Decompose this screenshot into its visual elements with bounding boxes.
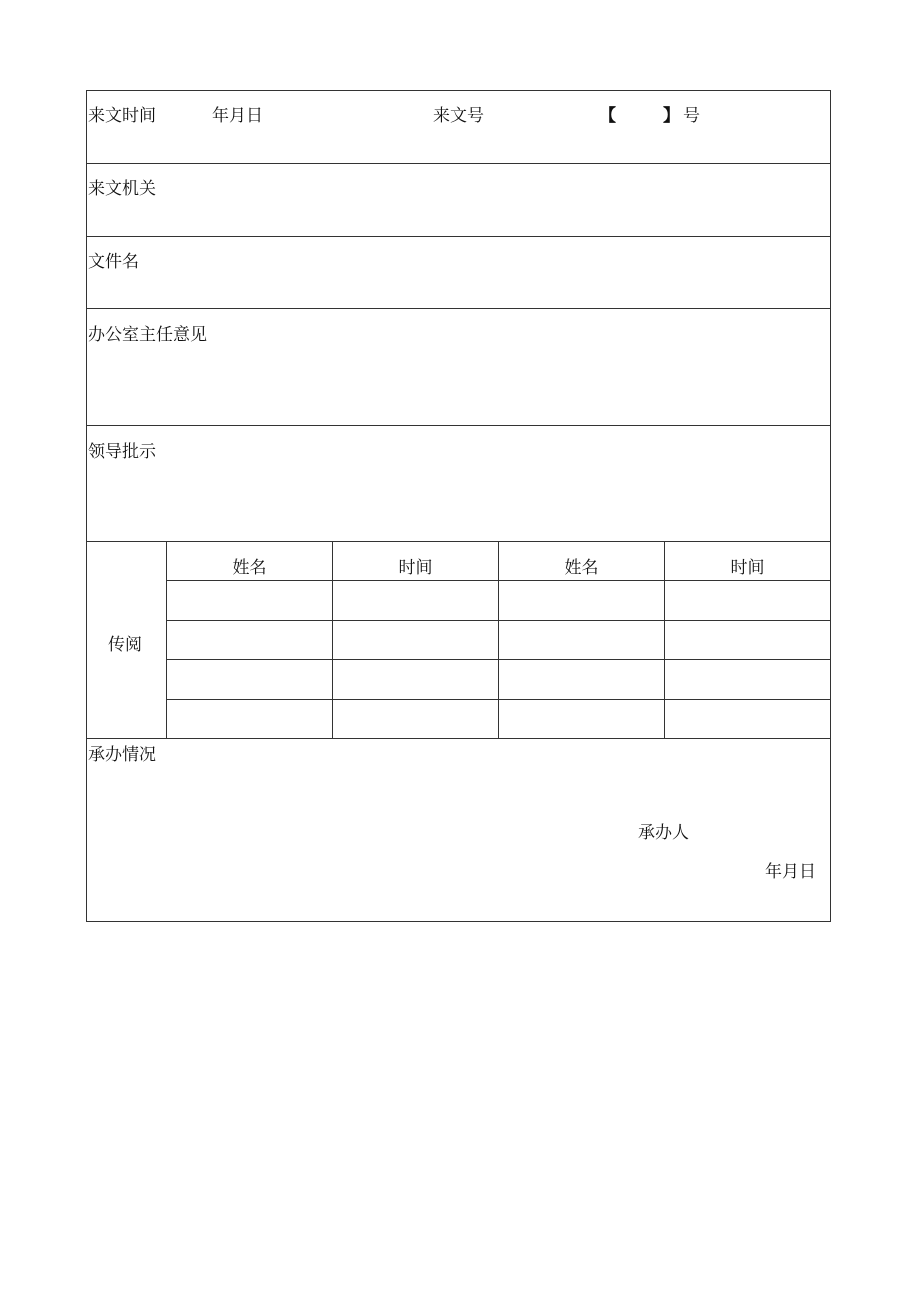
circulation-label-cell [87, 542, 167, 738]
circulation-cell[interactable] [665, 700, 830, 738]
circulation-section [87, 542, 830, 739]
issuer-label: 来文机关 [88, 179, 156, 199]
circulation-cell[interactable] [333, 621, 499, 660]
circulation-cell[interactable] [665, 581, 830, 621]
circulation-header-time-1: 时间 [333, 542, 499, 581]
circulation-cell[interactable] [167, 621, 333, 660]
circulation-header-time-2: 时间 [665, 542, 830, 581]
circulation-header-name-2: 姓名 [499, 542, 665, 581]
number-label: 来文号 [433, 106, 484, 126]
circulation-cell[interactable] [167, 581, 333, 621]
handling-section [87, 739, 830, 921]
circulation-cell[interactable] [499, 660, 665, 700]
circulation-cell[interactable] [167, 660, 333, 700]
circulation-cell[interactable] [333, 581, 499, 621]
handling-date-label: 年月日 [765, 862, 816, 882]
office-opinion-row [87, 309, 830, 426]
date-label: 来文时间 [88, 106, 156, 126]
circulation-cell[interactable] [333, 700, 499, 738]
bracket-close: 】 [663, 106, 680, 126]
handler-label: 承办人 [638, 823, 689, 843]
header-row [87, 91, 830, 164]
circulation-cell[interactable] [333, 660, 499, 700]
file-name-row [87, 237, 830, 309]
circulation-cell[interactable] [499, 621, 665, 660]
circulation-cell[interactable] [665, 660, 830, 700]
number-suffix: 号 [683, 106, 700, 126]
circulation-header-name-1: 姓名 [167, 542, 333, 581]
leader-instruction-label: 领导批示 [88, 442, 156, 462]
circulation-cell[interactable] [499, 581, 665, 621]
bracket-open: 【 [599, 106, 616, 126]
issuer-row [87, 164, 830, 237]
circulation-cell[interactable] [499, 700, 665, 738]
leader-instruction-row [87, 426, 830, 542]
file-name-label: 文件名 [88, 252, 139, 272]
circulation-label: 传阅 [108, 635, 142, 655]
document-form [86, 90, 831, 922]
circulation-grid [167, 542, 830, 738]
circulation-cell[interactable] [167, 700, 333, 738]
office-opinion-label: 办公室主任意见 [88, 325, 207, 345]
handling-label: 承办情况 [88, 745, 156, 765]
circulation-cell[interactable] [665, 621, 830, 660]
date-value: 年月日 [212, 106, 263, 126]
